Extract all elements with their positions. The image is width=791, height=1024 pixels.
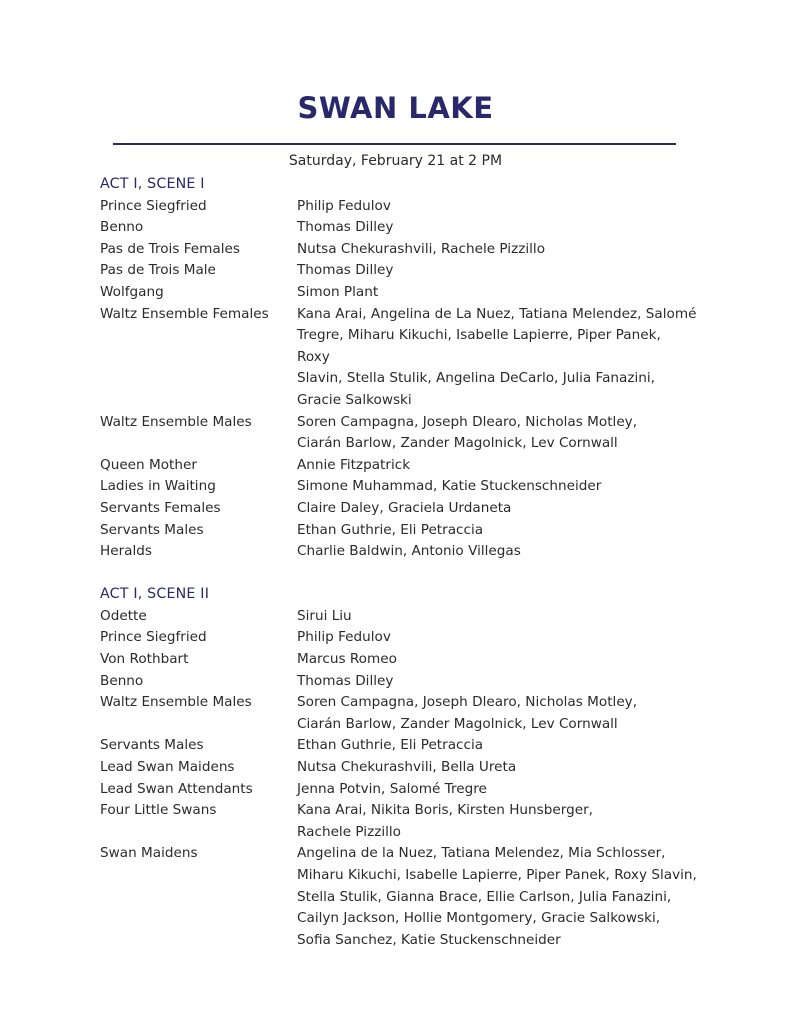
cast-line: Soren Campagna, Joseph Dlearo, Nicholas Motley, xyxy=(297,413,638,430)
cast-row xyxy=(100,217,700,239)
cast-line: Thomas Dilley xyxy=(297,262,394,279)
cast-row xyxy=(100,541,700,563)
cast-names xyxy=(297,692,697,735)
cast-line: Jenna Potvin, Salomé Tregre xyxy=(297,780,487,797)
role-name: Odette xyxy=(100,607,147,624)
role-name: Lead Swan Maidens xyxy=(100,759,235,776)
cast-names xyxy=(297,627,697,649)
cast-line: Rachele Pizzillo xyxy=(297,823,401,840)
role-name: Prince Siegfried xyxy=(100,197,207,214)
role-name: Queen Mother xyxy=(100,456,197,473)
cast-row xyxy=(100,800,700,843)
cast-line: Nutsa Chekurashvili, Bella Ureta xyxy=(297,759,517,776)
role-name: Heralds xyxy=(100,543,152,560)
section-spacer xyxy=(100,563,700,585)
role-name: Waltz Ensemble Males xyxy=(100,694,252,711)
cast-names xyxy=(297,843,697,951)
role-name: Servants Females xyxy=(100,499,221,516)
cast-row xyxy=(100,498,700,520)
cast-names xyxy=(297,671,697,693)
cast-row xyxy=(100,304,700,412)
role-name: Lead Swan Attendants xyxy=(100,780,253,797)
cast-line: Ciarán Barlow, Zander Magolnick, Lev Cornwall xyxy=(297,435,618,452)
cast-line: Ethan Guthrie, Eli Petraccia xyxy=(297,737,484,754)
section-act1-scene1 xyxy=(100,174,700,563)
cast-names xyxy=(297,800,697,843)
cast-names xyxy=(297,606,697,628)
cast-line: Ciarán Barlow, Zander Magolnick, Lev Cornwall xyxy=(297,715,618,732)
role-name: Benno xyxy=(100,219,144,236)
role-name: Pas de Trois Females xyxy=(100,240,240,257)
cast-line: Sirui Liu xyxy=(297,607,352,624)
cast-line: Tregre, Miharu Kikuchi, Isabelle Lapierre, Piper Panek, Roxy xyxy=(297,327,661,365)
cast-row xyxy=(100,843,700,951)
cast-names xyxy=(297,735,697,757)
performance-date: Saturday, February 21 at 2 PM xyxy=(288,153,503,169)
section-heading: ACT I, SCENE I xyxy=(100,176,205,192)
cast-line: Sofia Sanchez, Katie Stuckenschneider xyxy=(297,931,561,948)
cast-row xyxy=(100,282,700,304)
cast-line: Annie Fitzpatrick xyxy=(297,456,411,473)
cast-line: Claire Daley, Graciela Urdaneta xyxy=(297,499,512,516)
title-divider xyxy=(113,143,676,145)
role-name: Waltz Ensemble Males xyxy=(100,413,252,430)
cast-rows xyxy=(100,196,700,563)
cast-names xyxy=(297,498,697,520)
cast-row xyxy=(100,692,700,735)
role-name: Pas de Trois Male xyxy=(100,262,216,279)
cast-row xyxy=(100,476,700,498)
role-name: Benno xyxy=(100,672,144,689)
cast-row xyxy=(100,779,700,801)
cast-line: Soren Campagna, Joseph Dlearo, Nicholas Motley, xyxy=(297,694,638,711)
cast-line: Slavin, Stella Stulik, Angelina DeCarlo, Julia Fanazini, xyxy=(297,370,655,387)
cast-line: Kana Arai, Angelina de La Nuez, Tatiana Melendez, Salomé xyxy=(297,305,697,322)
cast-line: Thomas Dilley xyxy=(297,672,394,689)
cast-line: Kana Arai, Nikita Boris, Kirsten Hunsberger, xyxy=(297,802,593,819)
role-name: Wolfgang xyxy=(100,283,164,300)
cast-row xyxy=(100,606,700,628)
cast-list xyxy=(100,174,700,951)
cast-row xyxy=(100,671,700,693)
cast-names xyxy=(297,649,697,671)
cast-row xyxy=(100,260,700,282)
role-name: Ladies in Waiting xyxy=(100,478,216,495)
cast-row xyxy=(100,455,700,477)
cast-row xyxy=(100,196,700,218)
cast-names xyxy=(297,476,697,498)
role-name: Servants Males xyxy=(100,737,204,754)
cast-line: Simon Plant xyxy=(297,283,379,300)
cast-row xyxy=(100,735,700,757)
cast-line: Gracie Salkowski xyxy=(297,391,412,408)
cast-line: Philip Fedulov xyxy=(297,197,391,214)
page-title: SWAN LAKE xyxy=(297,91,494,125)
section-heading: ACT I, SCENE II xyxy=(100,586,210,603)
cast-names xyxy=(297,455,697,477)
cast-line: Thomas Dilley xyxy=(297,219,394,236)
cast-names xyxy=(297,217,697,239)
cast-line: Marcus Romeo xyxy=(297,651,397,668)
role-name: Prince Siegfried xyxy=(100,629,207,646)
cast-row xyxy=(100,649,700,671)
cast-names xyxy=(297,239,697,261)
cast-line: Stella Stulik, Gianna Brace, Ellie Carlson, Julia Fanazini, xyxy=(297,888,672,905)
cast-names xyxy=(297,541,697,563)
role-name: Four Little Swans xyxy=(100,802,217,819)
cast-names xyxy=(297,196,697,218)
cast-line: Angelina de la Nuez, Tatiana Melendez, Mia Schlosser, xyxy=(297,845,666,862)
section-act1-scene2 xyxy=(100,584,700,951)
cast-line: Cailyn Jackson, Hollie Montgomery, Gracie Salkowski, xyxy=(297,910,661,927)
cast-line: Miharu Kikuchi, Isabelle Lapierre, Piper Panek, Roxy Slavin, xyxy=(297,867,697,883)
cast-line: Philip Fedulov xyxy=(297,629,391,646)
cast-names xyxy=(297,282,697,304)
cast-names xyxy=(297,779,697,801)
role-name: Von Rothbart xyxy=(100,651,189,668)
role-name: Swan Maidens xyxy=(100,845,198,862)
cast-line: Ethan Guthrie, Eli Petraccia xyxy=(297,521,484,538)
cast-names xyxy=(297,260,697,282)
cast-line: Simone Muhammad, Katie Stuckenschneider xyxy=(297,478,602,495)
cast-rows xyxy=(100,606,700,952)
cast-names xyxy=(297,304,697,412)
cast-line: Nutsa Chekurashvili, Rachele Pizzillo xyxy=(297,240,546,257)
cast-names xyxy=(297,757,697,779)
cast-line: Charlie Baldwin, Antonio Villegas xyxy=(297,543,521,560)
cast-names xyxy=(297,520,697,542)
cast-row xyxy=(100,412,700,455)
cast-row xyxy=(100,757,700,779)
role-name: Waltz Ensemble Females xyxy=(100,305,269,322)
role-name: Servants Males xyxy=(100,521,204,538)
cast-row xyxy=(100,520,700,542)
cast-row xyxy=(100,627,700,649)
cast-row xyxy=(100,239,700,261)
cast-names xyxy=(297,412,697,455)
